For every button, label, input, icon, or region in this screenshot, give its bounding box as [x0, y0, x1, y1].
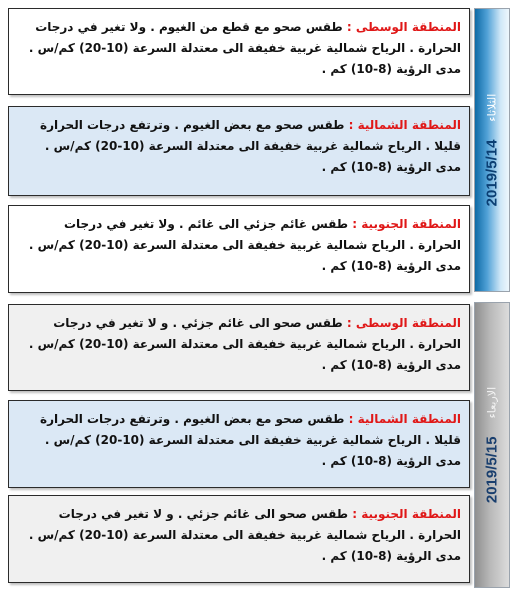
forecast-card-north [8, 400, 470, 488]
region-label: المنطقة الشمالية : [348, 412, 461, 426]
day-name: الاربعاء [485, 386, 499, 419]
forecast-card-north [8, 106, 470, 196]
day-date-banner [474, 8, 510, 292]
region-label: المنطقة الوسطى : [346, 20, 461, 34]
region-label: المنطقة الوسطى : [346, 316, 461, 330]
forecast-card-central [8, 304, 470, 391]
forecast-text: طقس صحو مع بعض الغيوم . وترتفع درجات الحرارة قليلا . الرياح شمالية غربية خفيفة الى معتدلة السرعة (10-20) كم/س . مدى الرؤية (8-10) كم . [39, 118, 461, 174]
forecast-text: طقس غائم جزئي الى غائم . ولا تغير في درجات الحرارة . الرياح شمالية غربية خفيفة الى معتدلة السرعة (10-20) كم/س . مدى الرؤية (8-10) كم . [28, 217, 461, 273]
region-label: المنطقة الجنوبية : [352, 217, 461, 231]
region-label: المنطقة الجنوبية : [352, 507, 461, 521]
forecast-card-south [8, 205, 470, 293]
forecast-text: طقس صحو الى غائم جزئي . و لا تغير في درجات الحرارة . الرياح شمالية غربية خفيفة الى معتدلة السرعة (10-20) كم/س . مدى الرؤية (8-10) كم . [28, 316, 461, 372]
day-name: الثلاثاء [485, 93, 499, 122]
day-section-wednesday [0, 296, 513, 591]
forecast-card-south [8, 495, 470, 583]
forecast-text: طقس صحو مع بعض الغيوم . وترتفع درجات الحرارة قليلا . الرياح شمالية غربية خفيفة الى معتدلة السرعة (10-20) كم/س . مدى الرؤية (8-10) كم . [39, 412, 461, 468]
region-label: المنطقة الشمالية : [348, 118, 461, 132]
forecast-card-central [8, 8, 470, 95]
forecast-text: طقس صحو مع قطع من الغيوم . ولا تغير في درجات الحرارة . الرياح شمالية غربية خفيفة الى معتدلة السرعة (10-20) كم/س . مدى الرؤية (8-10) كم . [28, 20, 461, 76]
forecast-text: طقس صحو الى غائم جزئي . و لا تغير في درجات الحرارة . الرياح شمالية غربية خفيفة الى معتدلة السرعة (10-20) كم/س . مدى الرؤية (8-10) كم . [28, 507, 461, 563]
day-date: 2019/5/14 [483, 139, 501, 207]
day-date: 2019/5/15 [483, 436, 501, 504]
day-date-banner [474, 302, 510, 588]
